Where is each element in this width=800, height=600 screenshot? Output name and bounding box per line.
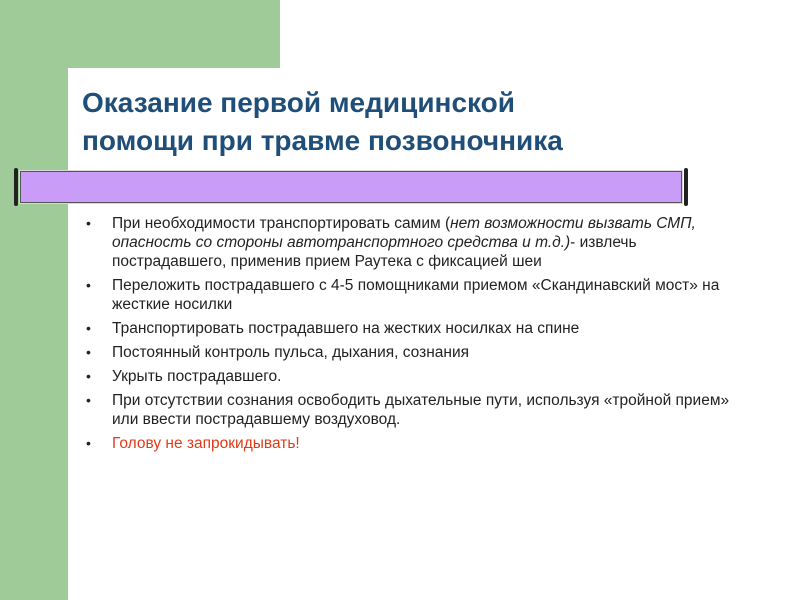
item-text-italic: нет возможности вызвать СМП, опасность со стороны автотранспортного средства и т.д.) [112, 215, 696, 251]
item-text: Транспортировать пострадавшего на жестких носилках на спине [112, 320, 580, 337]
list-item [84, 367, 734, 386]
list-item [84, 319, 734, 338]
title-line-1: Оказание первой медицинской [82, 87, 515, 118]
bullet-icon: • [86, 344, 91, 360]
item-text: Переложить пострадавшего с 4-5 помощниками приемом «Скандинавский мост» на жесткие носилки [112, 277, 720, 313]
bullet-icon: • [86, 320, 91, 336]
list-item [84, 343, 734, 362]
bullet-icon: • [86, 392, 91, 408]
bullet-icon: • [86, 277, 91, 293]
warning-text: Голову не запрокидывать! [112, 435, 300, 452]
list-item [84, 276, 734, 314]
list-item [84, 214, 734, 271]
bar-left-cap [14, 168, 18, 206]
warning-list-item [84, 434, 734, 453]
green-header-block [0, 0, 280, 68]
item-text: Постоянный контроль пульса, дыхания, сознания [112, 344, 470, 361]
bullet-icon: • [86, 215, 91, 231]
item-text-plain: - извлечь пострадавшего, применив прием Раутека с фиксацией шеи [112, 234, 637, 270]
bar-right-cap [684, 168, 688, 206]
bullet-icon: • [86, 435, 91, 451]
list-item [84, 391, 734, 429]
green-side-stripe [0, 68, 68, 600]
bullet-icon: • [86, 368, 91, 384]
item-text: Укрыть пострадавшего. [112, 368, 282, 385]
purple-divider-bar [20, 171, 682, 203]
item-text: При отсутствии сознания освободить дыхательные пути, используя «тройной прием» или ввести пострадавшему воздуховод. [112, 392, 730, 428]
item-text-plain: При необходимости транспортировать самим ( [112, 215, 451, 232]
bullet-list [84, 214, 734, 458]
title-line-2: помощи при травме позвоночника [82, 125, 563, 156]
slide-title [82, 84, 762, 160]
